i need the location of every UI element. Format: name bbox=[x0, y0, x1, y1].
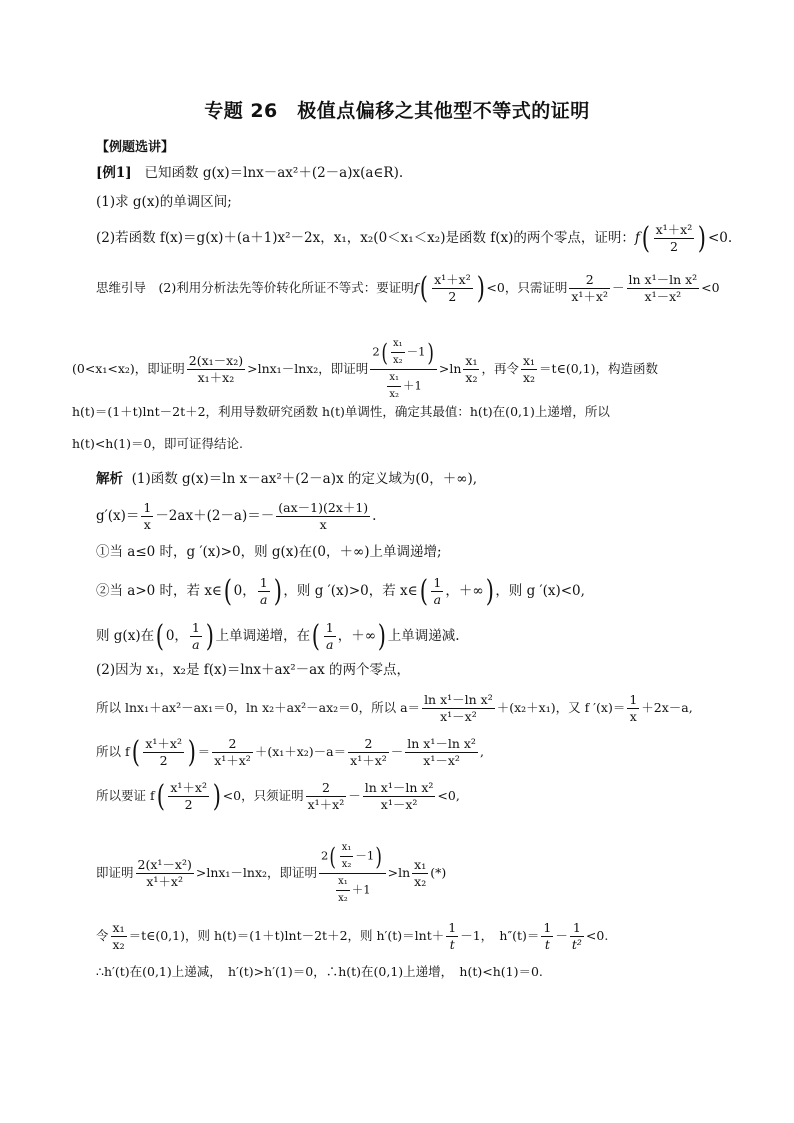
part-2-line-c: 所以 f( $\frac{\text{x¹＋x²}}{2}$ ) ＝ $\frac{2}{\text{x¹＋x²}}$ ＋(x₁＋x₂)－a＝ $\frac{2}{\text{x¹＋x²}}$ － $\frac{\text{ln x¹－ln x²}}{\text{x¹－x²}}$ , bbox=[96, 734, 484, 770]
fraction: $\frac{\text{x¹＋x²}}{2}$ bbox=[655, 222, 693, 254]
part-2-line-f: 令 $\frac{\text{x₁}}{\text{x₂}}$ ＝t∈(0,1)，则 h(t)＝(1＋t)lnt－2t＋2，则 h′(t)＝lnt＋ $\frac{1}{t}$ －1， h″(t)＝ $\frac{1}{t}$ － $\frac{1}{\text{t²}}$ <0. bbox=[96, 920, 609, 952]
section-heading: 【例题选讲】 bbox=[96, 140, 175, 155]
part-2-line-g: ∴h′(t)在(0,1)上递减， h′(t)>h′(1)＝0，∴h(t)在(0,1)上递增， h(t)<h(1)＝0. bbox=[96, 964, 543, 979]
question-2: (2)若函数 f(x)＝g(x)＋(a＋1)x²－2x，x₁，x₂(0＜x₁＜x₂)是函数 f(x)的两个零点，证明：f( $\frac{\text{x¹＋x²}}{2}$ ) <0. bbox=[96, 220, 733, 256]
part-2-intro: (2)因为 x₁，x₂是 f(x)＝lnx＋ax²－ax 的两个零点， bbox=[96, 662, 411, 678]
solution-derivative: g′(x)＝ $\frac{1}{x}$ －2ax＋(2－a)＝－ $\frac{(ax-1)(2x+1)}{x}$ . bbox=[96, 500, 377, 532]
part-2-line-d: 所以要证 f( $\frac{\text{x¹＋x²}}{2}$ ) <0，只须证明 $\frac{2}{\text{x¹＋x²}}$ － $\frac{\text{ln x¹－ln x²}}{\text{x¹－x²}}$ <0, bbox=[96, 778, 460, 814]
example-statement bbox=[96, 163, 724, 183]
page-title: 专题 26 极值点偏移之其他型不等式的证明 bbox=[204, 100, 590, 122]
solution-line-1: 解析 (1)函数 g(x)＝ln x－ax²＋(2－a)x 的定义域为(0，＋∞), bbox=[96, 471, 478, 487]
part-2-line-e: 即证明 $\frac{\text{2(x¹－x²)}}{\text{x¹＋x²}}$ >lnx₁－lnx₂，即证明 2( $\frac{\text{x₁}}{\text{x₂}}$ －1) $\frac{\text{x₁}}{\text{x₂}}$ ＋1 >ln $\frac{\text{x₁}}{\text{x₂}}$ (*) bbox=[96, 842, 447, 904]
part-2-line-b: 所以 lnx₁＋ax²－ax₁＝0，ln x₂＋ax²－ax₂＝0，所以 a＝ $\frac{\text{ln x¹－ln x²}}{\text{x¹－x²}}$ ＋(x₂＋x₁)，又 f ′(x)＝ $\frac{1}{x}$ ＋2x－a, bbox=[96, 692, 693, 724]
question-1: (1)求 g(x)的单调区间; bbox=[96, 194, 232, 210]
example-tag: [例1] bbox=[96, 165, 132, 181]
hint-line-3: h(t)＝(1＋t)lnt－2t＋2，利用导数研究函数 h(t)单调性，确定其最值：h(t)在(0,1)上递增，所以 bbox=[72, 404, 610, 419]
hint-line-2: (0<x₁<x₂)，即证明 $\frac{\text{2(x₁－x₂)}}{\text{x₁＋x₂}}$ >lnx₁－lnx₂，即证明 2( $\frac{\text{x₁}}{\text{x₂}}$ －1) $\frac{\text{x₁}}{\text{x₂}}$ ＋1 >ln $\frac{\text{x₁}}{\text{x₂}}$ ，再令 $\frac{\text{x₁}}{\text{x₂}}$ ＝t∈(0,1)，构造函数 bbox=[72, 338, 658, 400]
solution-tag: 解析 bbox=[96, 471, 123, 487]
example-text: 已知函数 g(x)＝lnx－ax²＋(2－a)x(a∈R). bbox=[144, 165, 404, 181]
case-2: ②当 a>0 时，若 x∈( 0， $\frac{1}{a}$ ) ，则 g ′(x)>0，若 x∈( $\frac{1}{a}$ ，＋∞) ，则 g ′(x)<0, bbox=[96, 573, 585, 609]
hint-line-4: h(t)<h(1)＝0，即可证得结论. bbox=[72, 436, 243, 451]
hint-line-1: 思维引导 (2)利用分析法先等价转化所证不等式：要证明f( $\frac{\text{x¹＋x²}}{2}$ ) <0，只需证明 $\frac{2}{\text{x¹＋x²}}$ － $\frac{\text{ln x¹－ln x²}}{\text{x¹－x²}}$ <0 bbox=[96, 270, 720, 306]
case-1: ①当 a≤0 时，g ′(x)>0，则 g(x)在(0，＋∞)上单调递增; bbox=[96, 544, 442, 560]
case-3: 则 g(x)在( 0， $\frac{1}{a}$ ) 上单调递增，在( $\frac{1}{a}$ ，＋∞) 上单调递减. bbox=[96, 618, 460, 654]
